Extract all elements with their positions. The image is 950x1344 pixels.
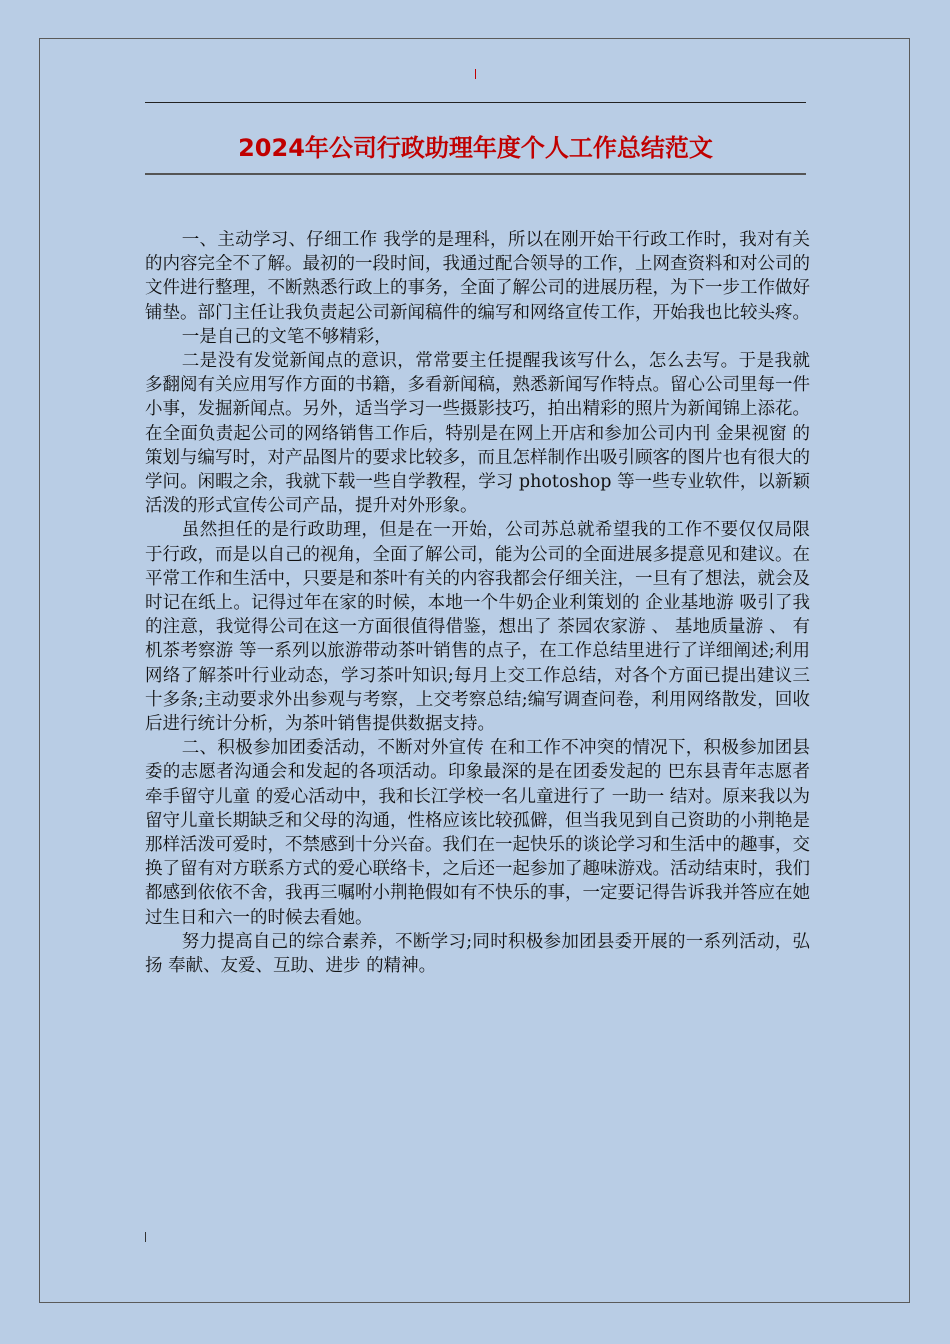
paragraph-5: 二、积极参加团委活动，不断对外宣传 在和工作不冲突的情况下，积极参加团县委的志愿者沟通会和发起的各项活动。印象最深的是在团委发起的 巴东县青年志愿者牵手留守儿童 的爱心活动中，我和长江学校一名儿童进行了 一助一 结对。原来我以为留守儿童长期缺乏和父母的沟通，性格应该比较孤僻，但当我见到自己资助的小荆艳是那样活泼可爱时，不禁感到十分兴奋。我们在一起快乐的谈论学习和生活中的趣事，交换了留有对方联系方式的爱心联络卡，之后还一起参加了趣味游戏。活动结束时，我们都感到依依不舍，我再三嘱咐小荆艳假如有不快乐的事，一定要记得告诉我并答应在她过生日和六一的时候去看她。 [145, 738, 810, 928]
header-mark [475, 69, 476, 79]
document-title: 2024年公司行政助理年度个人工作总结范文 [238, 134, 713, 162]
paragraph-1: 一、主动学习、仔细工作 我学的是理科，所以在刚开始干行政工作时，我对有关的内容完全不了解。最初的一段时间，我通过配合领导的工作，上网查资料和对公司的文件进行整理，不断熟悉行政上的事务，全面了解公司的进展历程，为下一步工作做好铺垫。部门主任让我负责起公司新闻稿件的编写和网络宣传工作，开始我也比较头疼。 [145, 230, 810, 323]
paragraph-3: 二是没有发觉新闻点的意识，常常要主任提醒我该写什么，怎么去写。于是我就多翻阅有关应用写作方面的书籍，多看新闻稿，熟悉新闻写作特点。留心公司里每一件小事，发掘新闻点。另外，适当学习一些摄影技巧，拍出精彩的照片为新闻锦上添花。在全面负责起公司的网络销售工作后，特别是在网上开店和参加公司内刊 金果视窗 的策划与编写时，对产品图片的要求比较多，而且怎样制作出吸引顾客的图片也有很大的学问。闲暇之余，我就下载一些自学教程，学习 photoshop 等一些专业软件，以新颖活泼的形式宣传公司产品，提升对外形象。 [145, 351, 810, 517]
paragraph-2: 一是自己的文笔不够精彩， [181, 326, 392, 347]
paragraph-6: 努力提高自己的综合素养，不断学习;同时积极参加团县委开展的一系列活动，弘扬 奉献、友爱、互助、进步 的精神。 [145, 931, 810, 977]
footer-mark [145, 1232, 146, 1242]
header-rule [145, 102, 806, 103]
paragraph-4: 虽然担任的是行政助理，但是在一开始，公司苏总就希望我的工作不要仅仅局限于行政，而是以自己的视角，全面了解公司，能为公司的全面进展多提意见和建议。在平常工作和生活中，只要是和茶叶有关的内容我都会仔细关注，一旦有了想法，就会及时记在纸上。记得过年在家的时候，本地一个牛奶企业利策划的 企业基地游 吸引了我的注意，我觉得公司在这一方面很值得借鉴，想出了 茶园农家游 、 基地质量游 、 有机茶考察游 等一系列以旅游带动茶叶销售的点子，在工作总结里进行了详细阐述;利用网络了解茶叶行业动态，学习茶叶知识;每月上交工作总结，对各个方面已提出建议三十多条;主动要求外出参观与考察，上交考察总结;编写调查问卷，利用网络散发，回收后进行统计分析，为茶叶销售提供数据支持。 [145, 520, 810, 735]
document-body [145, 228, 810, 978]
title-rule [145, 173, 806, 175]
